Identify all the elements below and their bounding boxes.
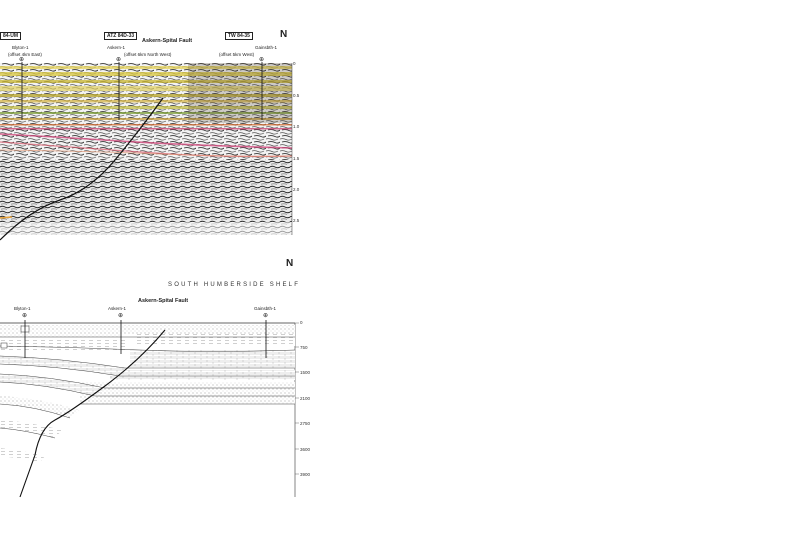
geology-title: Askern-Spital Fault — [138, 298, 189, 304]
well-symbol-icon: ⊕ — [118, 313, 124, 319]
geology-well-3-name: Gainsbth-1 — [254, 306, 277, 311]
geology-well-2-name: Askern-1 — [108, 306, 127, 311]
well-symbol-icon: ⊕ — [19, 57, 25, 63]
depth-tick: 3600 — [300, 447, 311, 452]
time-tick: 1.5 — [293, 156, 300, 161]
seismic-title: Askern-Spital Fault — [142, 38, 193, 44]
depth-tick: 0 — [300, 320, 303, 325]
time-tick: 0 — [293, 61, 296, 66]
time-tick: 0.5 — [293, 93, 300, 98]
depth-tick: 3900 — [300, 472, 311, 477]
seismic-well-1-note: (offset 4km East) — [8, 52, 42, 57]
seismic-well-2-note: (offset 6km North West) — [124, 52, 172, 57]
depth-tick: 750 — [300, 345, 308, 350]
time-tick: 2.0 — [293, 187, 300, 192]
seismic-well-3-name: Gainsbth-1 — [255, 45, 278, 50]
north-arrow-top: N — [280, 29, 288, 40]
line-label-1: 84-UM — [0, 32, 21, 40]
line-label-2: ATZ 84D-33 — [104, 32, 137, 40]
well-symbol-icon: ⊕ — [22, 313, 28, 319]
seismic-well-2-name: Askern-1 — [107, 45, 126, 50]
depth-tick: 2100 — [300, 396, 311, 401]
line-label-3: TW 84-35 — [225, 32, 253, 40]
well-symbol-icon: ⊕ — [116, 57, 122, 63]
depth-tick: 1500 — [300, 370, 311, 375]
seismic-well-1-name: Blyton-1 — [12, 45, 29, 50]
well-symbol-icon: ⊕ — [263, 313, 269, 319]
seismic-well-3-note: (offset 5km West) — [219, 52, 255, 57]
north-arrow-bottom: N — [286, 258, 294, 269]
shelf-label: SOUTH HUMBERSIDE SHELF — [168, 282, 301, 288]
geology-well-1-name: Blyton-1 — [14, 306, 31, 311]
depth-tick: 2750 — [300, 421, 311, 426]
time-tick: 1.0 — [293, 124, 300, 129]
time-tick: 2.5 — [293, 218, 300, 223]
well-symbol-icon: ⊕ — [259, 57, 265, 63]
